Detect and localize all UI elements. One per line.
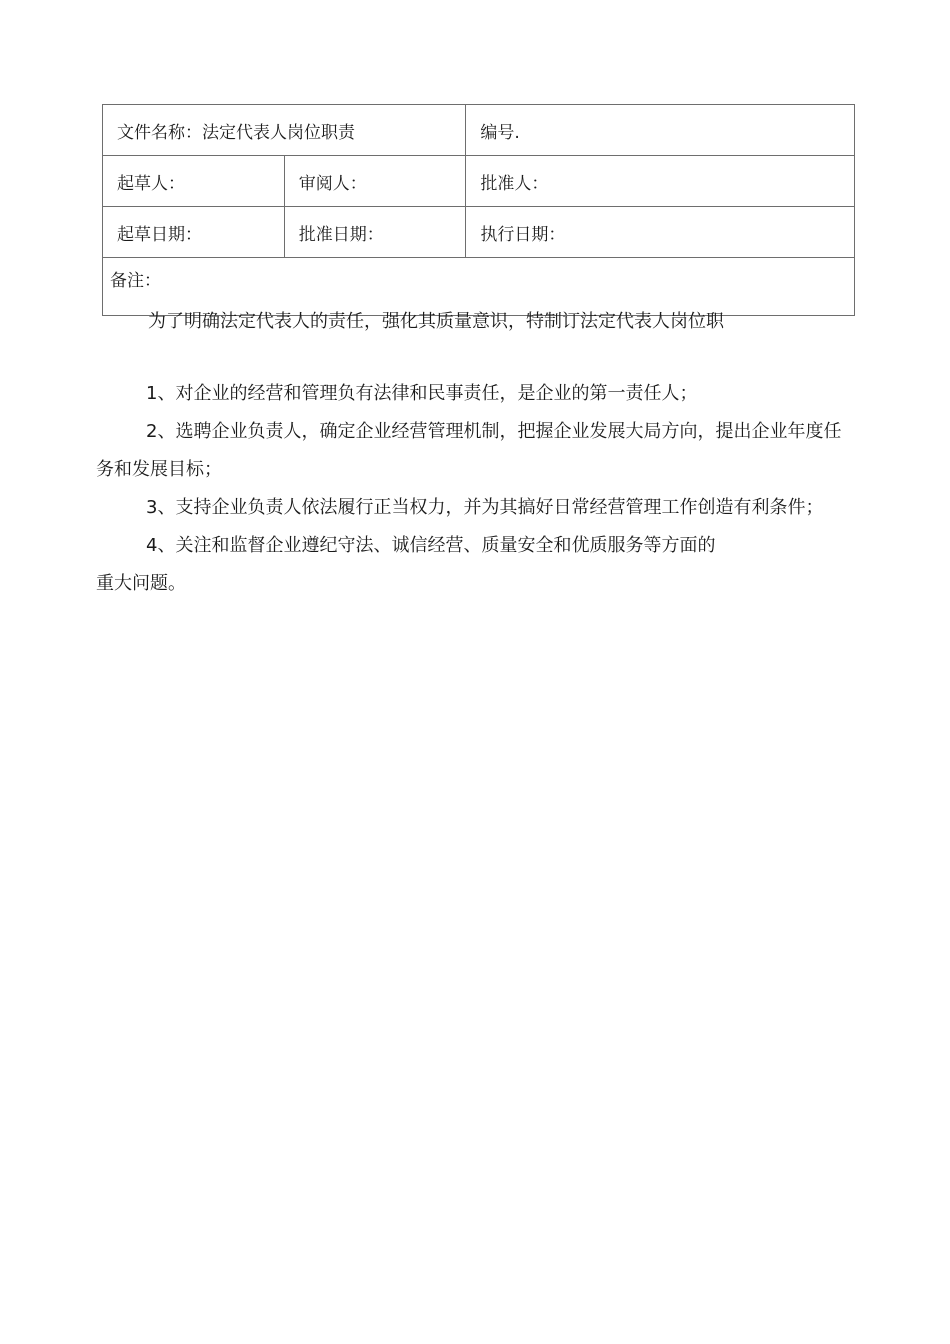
- duty-item-text: 对企业的经营和管理负有法律和民事责任，是企业的第一责任人；: [175, 383, 698, 404]
- intro-paragraph: 为了明确法定代表人的责任，强化其质量意识，特制订法定代表人岗位职: [148, 311, 724, 332]
- paragraph-spacer: [96, 337, 852, 375]
- reviewer-cell: 审阅人：: [284, 156, 466, 207]
- file-name-cell: 文件名称：法定代表人岗位职责: [103, 105, 466, 156]
- draft-date-cell: 起草日期：: [103, 207, 285, 258]
- duty-item-number: 3、: [146, 497, 176, 518]
- duty-item-number: 2、: [146, 421, 176, 442]
- approval-date-cell: 批准日期：: [284, 207, 466, 258]
- duty-item-2: [96, 413, 852, 489]
- header-row-signatories: [103, 156, 855, 207]
- duty-item-text: 支持企业负责人依法履行正当权力，并为其搞好日常经营管理工作创造有利条件；: [175, 497, 824, 518]
- duty-item-3: [96, 489, 852, 527]
- document-number-cell: 编号.: [466, 105, 855, 156]
- header-row-title: [103, 105, 855, 156]
- execution-date-cell: 执行日期：: [466, 207, 855, 258]
- document-header-table: [102, 104, 855, 316]
- duty-item-text: 关注和监督企业遵纪守法、诚信经营、质量安全和优质服务等方面的: [175, 535, 716, 556]
- duty-item-4-continuation: 重大问题。: [96, 573, 186, 594]
- approver-cell: 批准人：: [466, 156, 855, 207]
- duty-item-text: 选聘企业负责人，确定企业经营管理机制，把握企业发展大局方向，提出企业年度任务和发展目标；: [96, 421, 842, 480]
- drafter-cell: 起草人：: [103, 156, 285, 207]
- document-body: [96, 307, 852, 603]
- duty-item-1: [96, 375, 852, 413]
- duty-item-4: [96, 527, 852, 565]
- header-row-dates: [103, 207, 855, 258]
- duty-item-number: 1、: [146, 383, 176, 404]
- duty-item-number: 4、: [146, 535, 176, 556]
- remarks-cell: 备注：: [103, 258, 855, 316]
